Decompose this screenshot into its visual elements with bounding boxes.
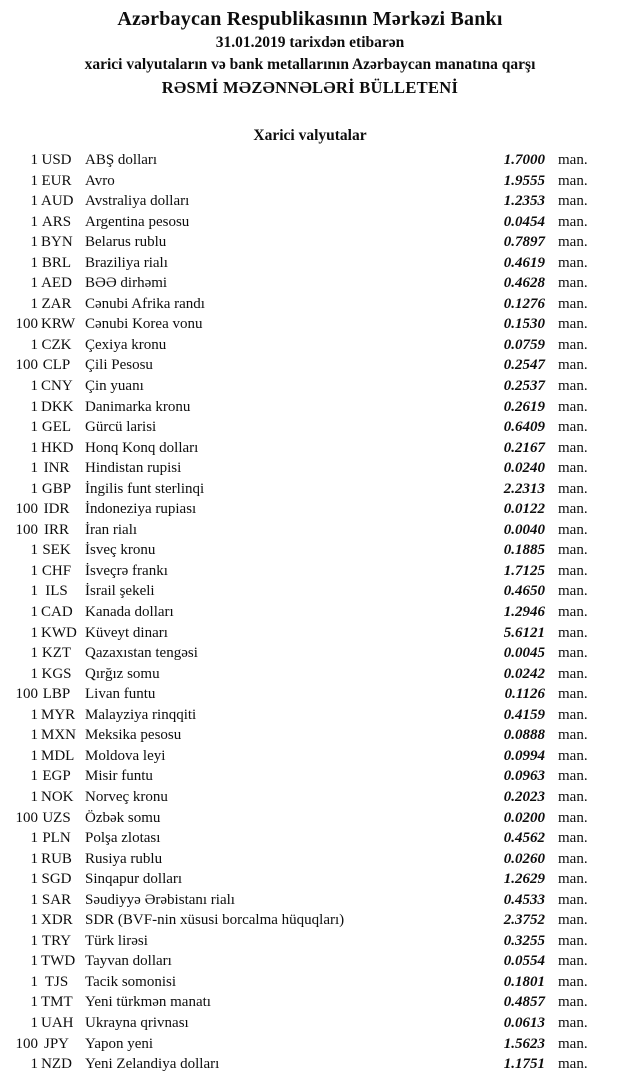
currency-quantity: 1: [30, 439, 38, 456]
currency-quantity: 100: [15, 521, 38, 538]
currency-code: BYN: [41, 234, 73, 251]
currency-name: Braziliya rialı: [85, 254, 168, 271]
currency-rate: 0.0260: [503, 850, 545, 867]
currency-name: Cənubi Afrika randı: [85, 295, 205, 312]
currency-unit: man.: [558, 1056, 588, 1073]
rate-row: [0, 253, 620, 274]
currency-unit: man.: [558, 953, 588, 970]
currency-quantity: 100: [15, 809, 38, 826]
rate-row: [0, 725, 620, 746]
rate-row: [0, 1054, 620, 1073]
currency-unit: man.: [558, 665, 588, 682]
currency-quantity: 100: [15, 686, 38, 703]
currency-code: ILS: [45, 583, 68, 600]
rate-row: [0, 787, 620, 808]
currency-unit: man.: [558, 172, 588, 189]
currency-quantity: 1: [30, 891, 38, 908]
currency-rate: 0.0122: [503, 501, 545, 518]
currency-code: CAD: [41, 604, 73, 621]
rate-row: [0, 684, 620, 705]
rate-row: [0, 294, 620, 315]
currency-rate: 0.2619: [503, 398, 545, 415]
currency-code: ZAR: [41, 295, 72, 312]
currency-quantity: 1: [30, 193, 38, 210]
currency-unit: man.: [558, 460, 588, 477]
currency-name: Ukrayna qrivnası: [85, 1014, 189, 1031]
currency-rate: 0.0759: [503, 336, 545, 353]
currency-unit: man.: [558, 809, 588, 826]
currency-unit: man.: [558, 932, 588, 949]
currency-name: Livan funtu: [85, 686, 156, 703]
bank-title: Azərbaycan Respublikasının Mərkəzi Bankı: [117, 8, 503, 30]
bulletin-header: [0, 0, 620, 99]
currency-code: JPY: [43, 1035, 69, 1052]
currency-unit: man.: [558, 480, 588, 497]
currency-rate: 0.4562: [503, 830, 545, 847]
currency-quantity: 1: [30, 1056, 38, 1073]
currency-code: DKK: [41, 398, 74, 415]
currency-quantity: 1: [30, 583, 38, 600]
rates-list: [0, 150, 620, 1073]
currency-code: CNY: [41, 378, 73, 395]
currency-unit: man.: [558, 562, 588, 579]
currency-name: İngilis funt sterlinqi: [85, 480, 205, 497]
currency-name: Qazaxıstan tengəsi: [85, 645, 198, 662]
currency-name: Sinqapur dolları: [85, 871, 183, 888]
currency-name: İsveçrə frankı: [85, 562, 168, 579]
currency-quantity: 1: [30, 973, 38, 990]
currency-rate: 1.5623: [503, 1035, 545, 1052]
rate-row: [0, 355, 620, 376]
currency-rate: 1.2629: [503, 871, 545, 888]
currency-rate: 0.3255: [503, 932, 545, 949]
currency-name: Meksika pesosu: [85, 727, 182, 744]
rate-row: [0, 438, 620, 459]
currency-quantity: 1: [30, 480, 38, 497]
currency-rate: 1.2946: [503, 604, 545, 621]
currency-code: SEK: [42, 542, 71, 559]
currency-quantity: 100: [15, 1035, 38, 1052]
currency-code: TJS: [44, 973, 69, 990]
currency-name: Səudiyyə Ərəbistanı rialı: [85, 891, 235, 908]
currency-quantity: 1: [30, 932, 38, 949]
currency-rate: 0.1530: [503, 316, 545, 333]
currency-unit: man.: [558, 419, 588, 436]
currency-quantity: 1: [30, 542, 38, 559]
currency-quantity: 1: [30, 747, 38, 764]
currency-code: TRY: [41, 932, 72, 949]
currency-quantity: 1: [30, 912, 38, 929]
rate-row: [0, 1034, 620, 1055]
currency-code: KGS: [41, 665, 72, 682]
currency-name: Çexiya kronu: [85, 336, 167, 353]
currency-name: Avro: [85, 172, 115, 189]
currency-name: Kanada dolları: [85, 604, 174, 621]
currency-rate: 0.6409: [503, 419, 545, 436]
currency-code: SGD: [41, 871, 72, 888]
currency-name: Avstraliya dolları: [85, 193, 190, 210]
currency-name: Cənubi Korea vonu: [85, 316, 203, 333]
currency-rate: 0.0200: [503, 809, 545, 826]
currency-name: Yeni Zelandiya dolları: [85, 1056, 220, 1073]
currency-quantity: 1: [30, 213, 38, 230]
currency-quantity: 1: [30, 419, 38, 436]
rate-row: [0, 910, 620, 931]
currency-quantity: 1: [30, 1014, 38, 1031]
currency-name: Tacik somonisi: [85, 973, 177, 990]
currency-quantity: 1: [30, 398, 38, 415]
currency-unit: man.: [558, 152, 588, 168]
currency-quantity: 1: [30, 562, 38, 579]
rate-row: [0, 417, 620, 438]
currency-unit: man.: [558, 193, 588, 210]
currency-name: Çin yuanı: [85, 378, 144, 395]
rate-row: [0, 479, 620, 500]
currency-unit: man.: [558, 501, 588, 518]
currency-unit: man.: [558, 275, 588, 292]
currency-quantity: 1: [30, 953, 38, 970]
currency-rate: 2.2313: [503, 480, 545, 497]
rate-row: [0, 376, 620, 397]
currency-rate: 0.4159: [503, 706, 545, 723]
currency-quantity: 1: [30, 706, 38, 723]
currency-code: KRW: [41, 316, 76, 333]
currency-code: ARS: [41, 213, 72, 230]
rate-row: [0, 602, 620, 623]
rate-row: [0, 540, 620, 561]
currency-quantity: 1: [30, 172, 38, 189]
currency-code: AED: [41, 275, 72, 292]
currency-unit: man.: [558, 357, 588, 374]
currency-name: Qırğız somu: [85, 665, 160, 682]
currency-code: CZK: [41, 336, 72, 353]
currency-quantity: 1: [30, 665, 38, 682]
rate-row: [0, 705, 620, 726]
currency-unit: man.: [558, 254, 588, 271]
currency-name: Küveyt dinarı: [85, 624, 168, 641]
currency-code: RUB: [41, 850, 72, 867]
rate-row: [0, 643, 620, 664]
rate-row: [0, 171, 620, 192]
rate-row: [0, 951, 620, 972]
currency-unit: man.: [558, 973, 588, 990]
currency-unit: man.: [558, 398, 588, 415]
currency-code: SAR: [41, 891, 72, 908]
currency-code: HKD: [41, 439, 74, 456]
currency-name: İndoneziya rupiası: [85, 501, 197, 518]
currency-unit: man.: [558, 624, 588, 641]
currency-code: MXN: [41, 727, 77, 744]
currency-code: UZS: [42, 809, 71, 826]
currency-name: Tayvan dolları: [85, 953, 172, 970]
currency-code: NZD: [41, 1056, 72, 1073]
currency-unit: man.: [558, 234, 588, 251]
currency-rate: 0.0994: [503, 747, 545, 764]
currency-name: Yeni türkmən manatı: [85, 994, 211, 1011]
currency-unit: man.: [558, 336, 588, 353]
currency-unit: man.: [558, 316, 588, 333]
rate-row: [0, 561, 620, 582]
currency-quantity: 1: [30, 152, 38, 168]
rate-row: [0, 212, 620, 233]
currency-code: MDL: [41, 747, 75, 764]
currency-rate: 0.2547: [503, 357, 545, 374]
currency-quantity: 1: [30, 850, 38, 867]
currency-unit: man.: [558, 830, 588, 847]
rate-row: [0, 766, 620, 787]
currency-code: GBP: [41, 480, 72, 497]
currency-quantity: 1: [30, 378, 38, 395]
currency-unit: man.: [558, 912, 588, 929]
rate-row: [0, 397, 620, 418]
currency-code: KWD: [41, 624, 77, 641]
currency-code: BRL: [41, 254, 72, 271]
currency-code: EGP: [42, 768, 71, 785]
currency-unit: man.: [558, 604, 588, 621]
currency-name: BƏƏ dirhəmi: [85, 275, 168, 292]
currency-rate: 1.1751: [503, 1056, 545, 1073]
currency-quantity: 1: [30, 254, 38, 271]
rate-row: [0, 150, 620, 171]
currency-rate: 0.0554: [503, 953, 545, 970]
bulletin-subtitle: xarici valyutaların və bank metallarının Azərbaycan manatına qarşı: [84, 56, 536, 73]
currency-code: TWD: [41, 953, 76, 970]
currency-code: IRR: [43, 521, 69, 538]
currency-rate: 0.1126: [504, 686, 545, 703]
currency-name: Danimarka kronu: [85, 398, 191, 415]
currency-code: MYR: [41, 706, 76, 723]
rate-row: [0, 828, 620, 849]
rate-row: [0, 499, 620, 520]
rate-row: [0, 808, 620, 829]
currency-code: CHF: [41, 562, 72, 579]
currency-quantity: 1: [30, 336, 38, 353]
currency-unit: man.: [558, 542, 588, 559]
currency-quantity: 1: [30, 788, 38, 805]
currency-name: Polşa zlotası: [85, 830, 161, 847]
currency-rate: 0.4533: [503, 891, 545, 908]
currency-quantity: 1: [30, 604, 38, 621]
currency-unit: man.: [558, 213, 588, 230]
rate-row: [0, 314, 620, 335]
currency-name: Yapon yeni: [85, 1035, 154, 1052]
rate-row: [0, 890, 620, 911]
currency-name: Gürcü larisi: [85, 419, 157, 436]
rate-row: [0, 664, 620, 685]
currency-rate: 0.0040: [503, 521, 545, 538]
currency-rate: 0.0888: [503, 727, 545, 744]
currency-unit: man.: [558, 686, 588, 703]
currency-rate: 0.1276: [503, 295, 545, 312]
currency-code: USD: [41, 152, 72, 168]
currency-code: CLP: [42, 357, 71, 374]
currency-rate: 0.4628: [503, 275, 545, 292]
bulletin-title: RƏSMİ MƏZƏNNƏLƏRİ BÜLLETENİ: [161, 78, 459, 97]
currency-rate: 0.0045: [503, 645, 545, 662]
currency-rate: 1.7125: [503, 562, 545, 579]
rate-row: [0, 623, 620, 644]
currency-unit: man.: [558, 1035, 588, 1052]
currency-quantity: 1: [30, 830, 38, 847]
currency-rate: 0.4619: [503, 254, 545, 271]
rate-row: [0, 849, 620, 870]
currency-quantity: 1: [30, 624, 38, 641]
rate-row: [0, 972, 620, 993]
currency-rate: 0.0454: [503, 213, 545, 230]
currency-name: Belarus rublu: [85, 234, 167, 251]
currency-code: LBP: [42, 686, 71, 703]
currency-rate: 1.7000: [503, 152, 545, 168]
currency-unit: man.: [558, 788, 588, 805]
currency-unit: man.: [558, 583, 588, 600]
currency-name: Misir funtu: [85, 768, 153, 785]
rate-row: [0, 581, 620, 602]
currency-unit: man.: [558, 521, 588, 538]
currency-quantity: 1: [30, 295, 38, 312]
currency-code: KZT: [41, 645, 72, 662]
currency-rate: 0.1885: [503, 542, 545, 559]
currency-rate: 2.3752: [503, 912, 545, 929]
currency-unit: man.: [558, 747, 588, 764]
currency-quantity: 100: [15, 501, 38, 518]
currency-name: Norveç kronu: [85, 788, 168, 805]
currency-code: UAH: [41, 1014, 74, 1031]
currency-quantity: 1: [30, 234, 38, 251]
currency-name: Argentina pesosu: [85, 213, 190, 230]
currency-name: İsrail şekeli: [85, 583, 155, 600]
rate-row: [0, 273, 620, 294]
currency-rate: 1.9555: [503, 172, 545, 189]
currency-name: ABŞ dolları: [85, 152, 158, 168]
currency-unit: man.: [558, 645, 588, 662]
currency-unit: man.: [558, 891, 588, 908]
rate-row: [0, 335, 620, 356]
currency-unit: man.: [558, 439, 588, 456]
currency-name: İsveç kronu: [85, 542, 156, 559]
currency-rate: 0.0242: [503, 665, 545, 682]
currency-code: XDR: [41, 912, 73, 929]
rate-row: [0, 232, 620, 253]
currency-rate: 0.4857: [503, 994, 545, 1011]
currency-name: Çili Pesosu: [85, 357, 153, 374]
currency-unit: man.: [558, 994, 588, 1011]
currency-quantity: 1: [30, 871, 38, 888]
rate-row: [0, 746, 620, 767]
currency-name: Özbək somu: [85, 809, 161, 826]
currency-unit: man.: [558, 850, 588, 867]
rate-row: [0, 931, 620, 952]
currency-quantity: 100: [15, 316, 38, 333]
currency-name: Honq Konq dolları: [85, 439, 199, 456]
currency-code: INR: [43, 460, 70, 477]
currency-quantity: 1: [30, 994, 38, 1011]
currency-rate: 0.2023: [503, 788, 545, 805]
currency-unit: man.: [558, 706, 588, 723]
section-title-foreign-currencies: Xarici valyutalar: [253, 127, 367, 144]
currency-rate: 0.2537: [503, 378, 545, 395]
currency-rate: 0.1801: [503, 973, 545, 990]
currency-name: Türk lirəsi: [85, 932, 148, 949]
currency-unit: man.: [558, 871, 588, 888]
currency-rate: 5.6121: [503, 624, 545, 641]
currency-rate: 0.2167: [503, 439, 545, 456]
currency-unit: man.: [558, 768, 588, 785]
currency-name: İran rialı: [85, 521, 138, 538]
rate-row: [0, 520, 620, 541]
currency-unit: man.: [558, 295, 588, 312]
currency-code: NOK: [41, 788, 74, 805]
currency-name: SDR (BVF-nin xüsusi borcalma hüquqları): [85, 912, 345, 929]
effective-date-line: 31.01.2019 tarixdən etibarən: [215, 34, 405, 51]
currency-quantity: 1: [30, 645, 38, 662]
currency-rate: 0.0240: [503, 460, 545, 477]
currency-quantity: 1: [30, 768, 38, 785]
currency-rate: 0.7897: [503, 234, 545, 251]
currency-name: Rusiya rublu: [85, 850, 163, 867]
currency-name: Moldova leyi: [85, 747, 166, 764]
rate-row: [0, 1013, 620, 1034]
currency-rate: 0.0613: [503, 1014, 545, 1031]
currency-name: Hindistan rupisi: [85, 460, 182, 477]
currency-code: GEL: [41, 419, 72, 436]
rate-row: [0, 191, 620, 212]
currency-code: EUR: [41, 172, 72, 189]
currency-quantity: 1: [30, 460, 38, 477]
rate-row: [0, 992, 620, 1013]
currency-code: TMT: [41, 994, 73, 1011]
rate-row: [0, 869, 620, 890]
currency-unit: man.: [558, 378, 588, 395]
currency-rate: 0.0963: [503, 768, 545, 785]
currency-name: Malayziya rinqqiti: [85, 706, 197, 723]
currency-unit: man.: [558, 1014, 588, 1031]
currency-quantity: 1: [30, 275, 38, 292]
currency-quantity: 1: [30, 727, 38, 744]
currency-rate: 1.2353: [503, 193, 545, 210]
currency-rate: 0.4650: [503, 583, 545, 600]
currency-unit: man.: [558, 727, 588, 744]
currency-code: AUD: [41, 193, 74, 210]
currency-code: IDR: [43, 501, 70, 518]
currency-quantity: 100: [15, 357, 38, 374]
rate-row: [0, 458, 620, 479]
currency-code: PLN: [42, 830, 71, 847]
